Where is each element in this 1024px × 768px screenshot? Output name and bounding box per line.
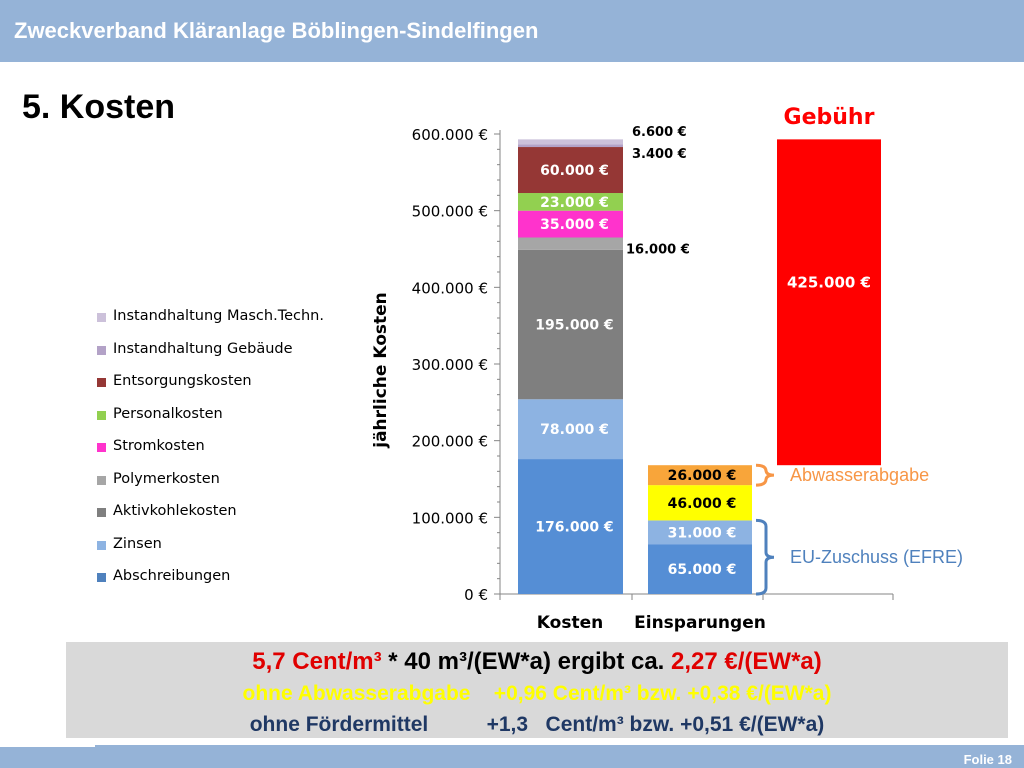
bracket (756, 465, 774, 485)
data-label: 26.000 € (667, 468, 737, 485)
chart-legend (97, 308, 367, 601)
legend-item (97, 471, 367, 504)
legend-item (97, 308, 367, 341)
header-title: Zweckverband Kläranlage Böblingen-Sindelfingen (14, 18, 539, 43)
bracket-label: EU-Zuschuss (EFRE) (790, 547, 964, 568)
legend-label: Aktivkohlekosten (113, 503, 237, 519)
slide-number: Folie 18 (963, 752, 1012, 767)
y-tick-label: 200.000 € (411, 432, 488, 451)
data-label: 60.000 € (540, 163, 609, 180)
slide-heading: 5. Kosten (22, 88, 176, 126)
y-tick-label: 300.000 € (411, 356, 488, 374)
legend-swatch (97, 541, 106, 550)
gebuehr-bar (777, 139, 881, 465)
footer-divider (0, 745, 95, 747)
bracket-label: Abwasserabgabe (790, 465, 930, 486)
x-category-label: Kosten (536, 613, 604, 633)
legend-item (97, 438, 367, 471)
legend-item (97, 503, 367, 536)
legend-item (97, 536, 367, 569)
legend-label: Polymerkosten (113, 470, 220, 487)
data-label: 6.600 € (632, 125, 687, 140)
legend-label: Instandhaltung Gebäude (113, 340, 293, 357)
legend-swatch (97, 443, 106, 452)
legend-swatch (97, 346, 106, 355)
data-label: 35.000 € (540, 217, 609, 234)
data-label: 16.000 € (626, 242, 690, 258)
calculation-line-2: ohne Abwasserabgabe +0,96 Cent/m³ bzw. +0,38 €/(EW*a) (242, 682, 832, 705)
y-tick-label: 500.000 € (411, 202, 488, 221)
legend-item (97, 341, 367, 374)
data-label: 31.000 € (667, 525, 737, 542)
data-label: 176.000 € (535, 519, 614, 536)
y-tick-label: 100.000 € (411, 509, 488, 528)
legend-label: Stromkosten (113, 438, 205, 454)
gebuehr-label: 425.000 € (787, 273, 871, 292)
legend-label: Instandhaltung Masch.Techn. (113, 308, 324, 324)
calculation-text: * 40 m³/(EW*a) ergibt ca. (381, 648, 672, 675)
price-per-m3: 5,7 Cent/m³ (252, 648, 382, 675)
data-label: 78.000 € (540, 422, 609, 439)
bar-segment-kosten (518, 144, 623, 147)
price-per-ew: 2,27 €/(EW*a) (671, 648, 822, 675)
x-category-label: Einsparungen (634, 613, 766, 633)
legend-swatch (97, 313, 106, 322)
legend-label: Entsorgungskosten (113, 373, 252, 389)
data-label: 23.000 € (540, 194, 609, 211)
legend-item (97, 568, 367, 601)
legend-swatch (97, 573, 106, 582)
gebuehr-title: Gebühr (783, 105, 875, 130)
bracket (756, 520, 774, 594)
calculation-line-1 (66, 648, 1008, 676)
bar-segment-kosten (518, 139, 623, 144)
legend-swatch (97, 476, 106, 485)
footer-bar (0, 745, 1024, 768)
y-tick-label: 400.000 € (411, 279, 488, 298)
data-label: 46.000 € (667, 495, 737, 512)
calculation-line-3: ohne Fördermittel +1,3 Cent/m³ bzw. +0,51 €/(EW*a) (249, 713, 825, 736)
legend-label: Personalkosten (113, 405, 223, 422)
legend-swatch (97, 508, 106, 517)
data-label: 65.000 € (667, 562, 737, 579)
y-tick-label: 600.000 € (411, 126, 488, 144)
legend-label: Zinsen (113, 535, 162, 552)
legend-swatch (97, 411, 106, 420)
legend-swatch (97, 378, 106, 387)
data-label: 3.400 € (632, 147, 687, 162)
legend-item (97, 406, 367, 439)
y-tick-label: 0 € (464, 586, 488, 604)
y-axis-label: jährliche Kosten (371, 292, 391, 448)
legend-item (97, 373, 367, 406)
calculation-box (66, 642, 1008, 738)
legend-label: Abschreibungen (113, 568, 231, 584)
data-label: 195.000 € (535, 317, 614, 334)
bar-segment-kosten (518, 238, 623, 250)
